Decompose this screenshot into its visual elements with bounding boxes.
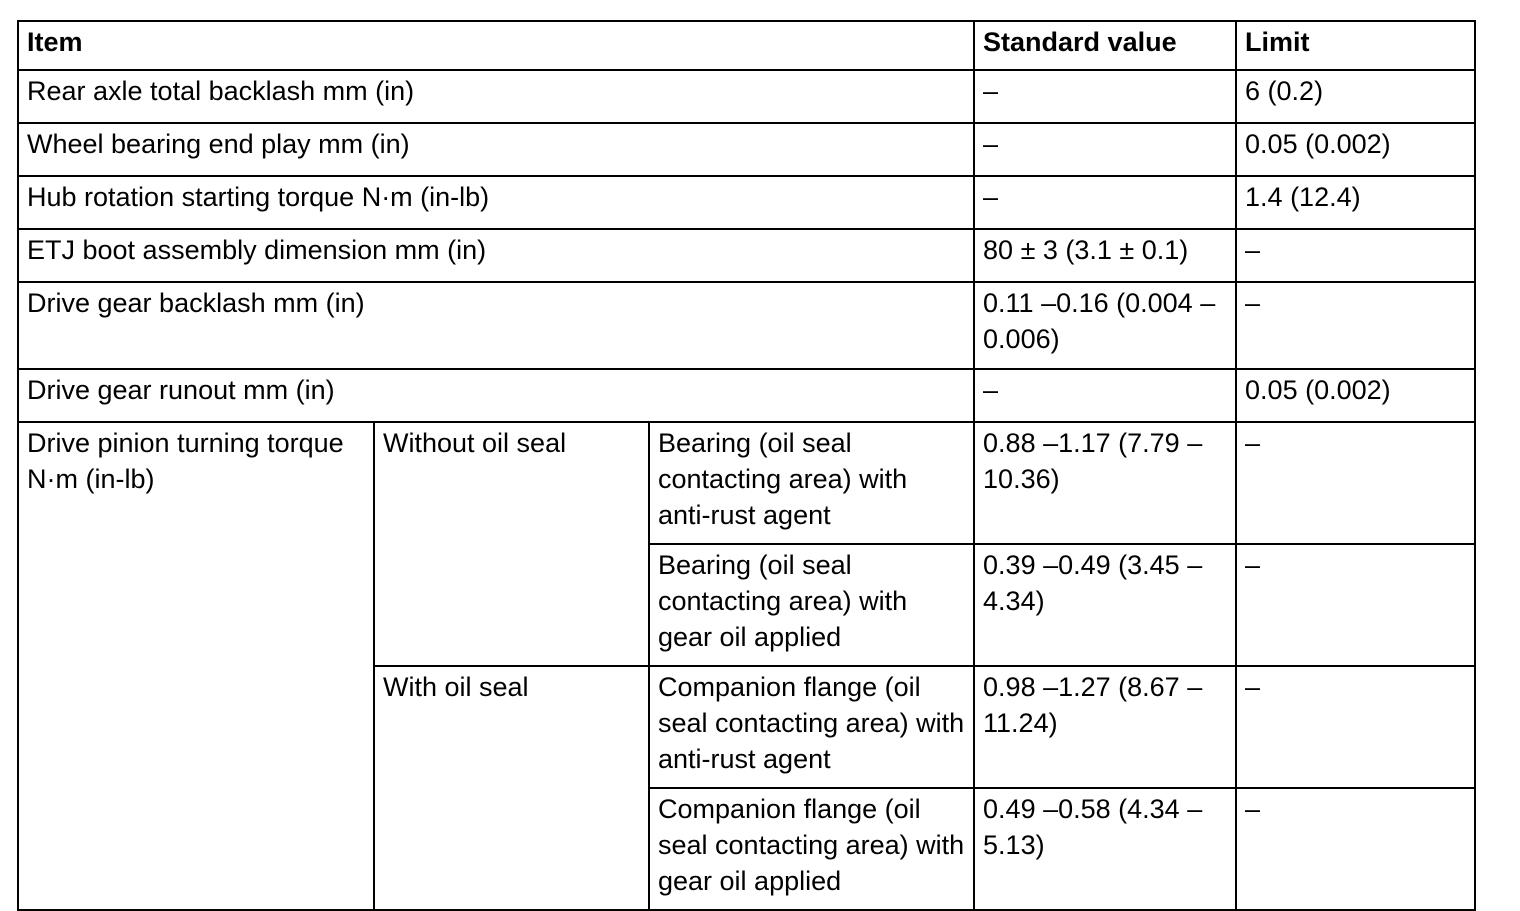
condition-cell: Bearing (oil seal contacting area) with gear oil applied <box>649 544 974 666</box>
standard-value-cell: – <box>974 369 1236 422</box>
header-row <box>18 21 1475 70</box>
standard-value-cell: – <box>974 123 1236 176</box>
table-row <box>18 282 1475 369</box>
table-row <box>18 70 1475 123</box>
table-row <box>18 176 1475 229</box>
condition-cell: Bearing (oil seal contacting area) with anti-rust agent <box>649 422 974 544</box>
item-cell: Wheel bearing end play mm (in) <box>18 123 974 176</box>
table-row <box>18 123 1475 176</box>
item-cell: ETJ boot assembly dimension mm (in) <box>18 229 974 282</box>
item-cell: Hub rotation starting torque N·m (in-lb) <box>18 176 974 229</box>
pinion-item-cell: Drive pinion turning torque N·m (in-lb) <box>18 422 374 910</box>
limit-cell: 1.4 (12.4) <box>1236 176 1475 229</box>
standard-value-cell: – <box>974 176 1236 229</box>
condition-cell: Companion flange (oil seal contacting area) with gear oil applied <box>649 788 974 910</box>
standard-value-cell: – <box>974 70 1236 123</box>
table-row <box>18 422 1475 544</box>
condition-cell: Companion flange (oil seal contacting area) with anti-rust agent <box>649 666 974 788</box>
header-item: Item <box>18 21 974 70</box>
standard-value-cell: 0.11 –0.16 (0.004 – 0.006) <box>974 282 1236 369</box>
item-cell: Drive gear runout mm (in) <box>18 369 974 422</box>
limit-cell: – <box>1236 666 1475 788</box>
oil-seal-group-cell: With oil seal <box>374 666 649 910</box>
limit-cell: 0.05 (0.002) <box>1236 369 1475 422</box>
oil-seal-group-cell: Without oil seal <box>374 422 649 666</box>
limit-cell: – <box>1236 282 1475 369</box>
limit-cell: – <box>1236 544 1475 666</box>
table-row <box>18 369 1475 422</box>
spec-table <box>17 20 1476 911</box>
table-row <box>18 229 1475 282</box>
header-standard-value: Standard value <box>974 21 1236 70</box>
standard-value-cell: 0.39 –0.49 (3.45 – 4.34) <box>974 544 1236 666</box>
standard-value-cell: 0.49 –0.58 (4.34 – 5.13) <box>974 788 1236 910</box>
standard-value-cell: 80 ± 3 (3.1 ± 0.1) <box>974 229 1236 282</box>
standard-value-cell: 0.98 –1.27 (8.67 – 11.24) <box>974 666 1236 788</box>
limit-cell: – <box>1236 229 1475 282</box>
item-cell: Rear axle total backlash mm (in) <box>18 70 974 123</box>
limit-cell: – <box>1236 422 1475 544</box>
limit-cell: 6 (0.2) <box>1236 70 1475 123</box>
limit-cell: 0.05 (0.002) <box>1236 123 1475 176</box>
standard-value-cell: 0.88 –1.17 (7.79 – 10.36) <box>974 422 1236 544</box>
item-cell: Drive gear backlash mm (in) <box>18 282 974 369</box>
limit-cell: – <box>1236 788 1475 910</box>
header-limit: Limit <box>1236 21 1475 70</box>
